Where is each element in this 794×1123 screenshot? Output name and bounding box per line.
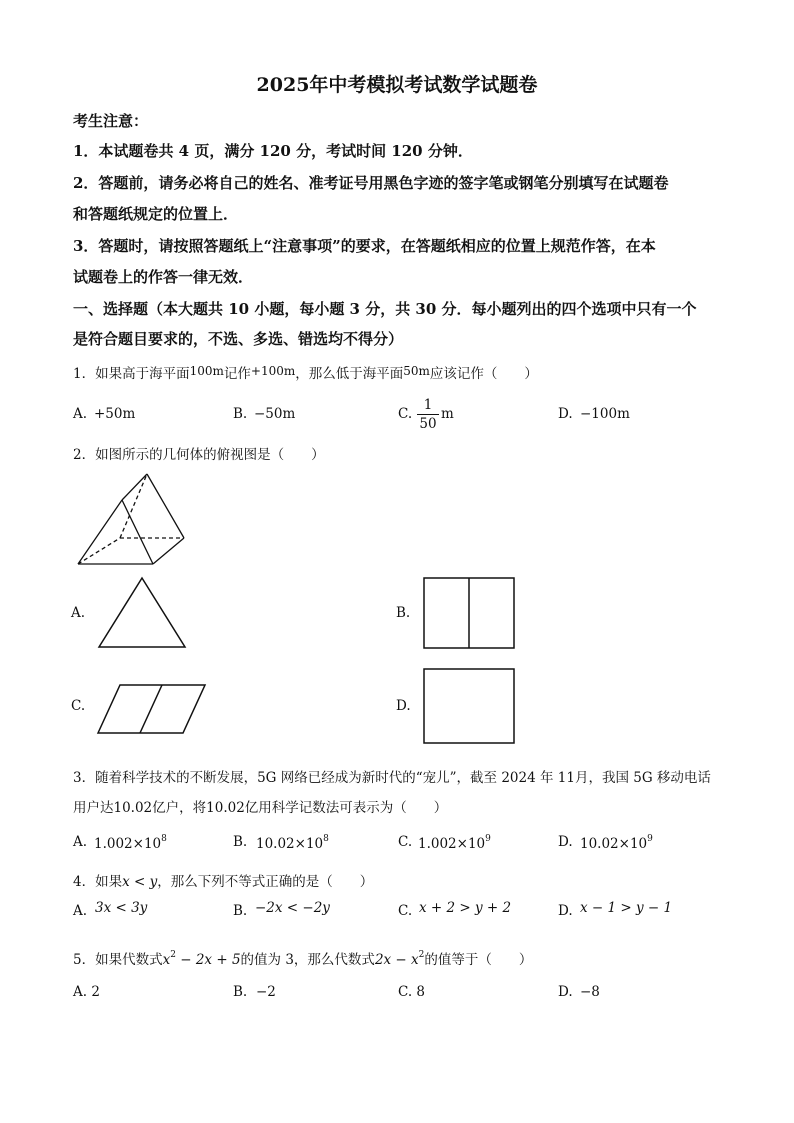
q3-option-a-base: 1.002×10 xyxy=(94,836,162,852)
q3-option-a-label: A. xyxy=(73,834,88,850)
page-title: 2025年中考模拟考试数学试题卷 xyxy=(256,74,538,96)
q2-option-d-label: D. xyxy=(396,698,411,714)
notice-item-1: 1．本试题卷共 4 页，满分 120 分，考试时间 120 分钟． xyxy=(73,142,473,160)
q1-option-c-label: C. xyxy=(398,406,413,422)
q3-option-c xyxy=(418,834,491,852)
q4-option-a: 3x < 3y xyxy=(95,900,148,916)
q2-stem: 2．如图所示的几何体的俯视图是（ ） xyxy=(73,447,325,463)
q5-expression-1-exponent: 2 xyxy=(170,950,176,960)
q5-stem-text-3: 的值等于（ ） xyxy=(424,952,533,968)
q3-option-d-base: 10.02×10 xyxy=(580,836,648,852)
q1-option-d: −100m xyxy=(580,406,630,422)
q5-option-a: A. 2 xyxy=(73,984,100,1000)
q3-option-a-exponent: 8 xyxy=(161,834,167,844)
q3-option-a xyxy=(94,834,167,852)
q1-stem-math-1: 100m xyxy=(189,364,224,378)
q4-option-b: −2x < −2y xyxy=(255,900,330,916)
q3-option-b-label: B. xyxy=(233,834,248,850)
q3-stem-line-2: 用户达10.02亿户，将10.02亿用科学记数法可表示为（ ） xyxy=(73,800,448,816)
q4-option-b-label: B. xyxy=(233,903,248,919)
fraction-bar xyxy=(417,414,439,415)
q5-stem xyxy=(73,948,532,968)
q5-expression-2-base: 2x − x xyxy=(374,952,419,968)
q5-option-c: C. 8 xyxy=(398,984,426,1000)
q3-option-b-exponent: 8 xyxy=(323,834,329,844)
q3-option-d xyxy=(580,834,653,852)
q3-option-c-label: C. xyxy=(398,834,413,850)
q1-option-a-label: A. xyxy=(73,406,88,422)
q1-option-c-numerator: 1 xyxy=(423,397,433,413)
q1-stem-text-2: 记作 xyxy=(223,366,251,382)
rectangle-figure xyxy=(422,667,516,745)
q1-option-c-denominator: 50 xyxy=(419,416,437,432)
triangle-figure xyxy=(96,575,188,650)
q4-stem-text-2: ，那么下列不等式正确的是（ ） xyxy=(157,874,374,890)
divided-rectangle-figure xyxy=(422,576,516,650)
parallelograms-figure xyxy=(96,683,208,735)
q5-expression-1-base: x xyxy=(162,952,171,968)
notice-heading: 考生注意： xyxy=(73,112,149,130)
prism-figure xyxy=(76,472,188,568)
q4-option-d: x − 1 > y − 1 xyxy=(580,900,673,916)
q4-option-c-label: C. xyxy=(398,903,413,919)
notice-item-2a: 2．答题前，请务必将自己的姓名、准考证号用黑色字迹的签字笔或钢笔分别填写在试题卷 xyxy=(73,174,669,192)
notice-item-3b: 试题卷上的作答一律无效． xyxy=(73,268,254,286)
q4-stem-text-1: 4．如果 xyxy=(73,874,123,890)
q1-option-a: +50m xyxy=(94,406,136,422)
q1-stem xyxy=(73,362,538,382)
q3-option-b-base: 10.02×10 xyxy=(256,836,324,852)
q5-option-d: −8 xyxy=(580,984,600,1000)
q5-expression-2 xyxy=(375,952,424,968)
q3-option-d-label: D. xyxy=(558,834,573,850)
q2-option-c-label: C. xyxy=(71,698,86,714)
q1-option-c-unit: m xyxy=(441,406,454,422)
q5-option-d-label: D. xyxy=(558,984,573,1000)
q4-condition: x < y xyxy=(122,874,158,890)
q3-stem-line-1: 3．随着科学技术的不断发展，5G 网络已经成为新时代的“宠儿”，截至 2024 年 11月，我国 5G 移动电话 xyxy=(73,770,711,786)
q5-expression-1 xyxy=(163,952,241,968)
q1-stem-math-3: 50m xyxy=(403,364,430,378)
q3-option-c-exponent: 9 xyxy=(485,834,491,844)
q5-expression-1-rest: − 2x + 5 xyxy=(175,952,241,968)
q1-stem-text-4: 应该记作（ ） xyxy=(429,366,538,382)
q5-option-b-label: B. xyxy=(233,984,248,1000)
q3-option-c-base: 1.002×10 xyxy=(418,836,486,852)
q4-option-c: x + 2 > y + 2 xyxy=(419,900,512,916)
q5-stem-text-1: 5．如果代数式 xyxy=(73,952,163,968)
q4-option-d-label: D. xyxy=(558,903,573,919)
q1-option-c-fraction xyxy=(417,397,439,432)
section-heading-line-2: 是符合题目要求的，不选、多选、错选均不得分） xyxy=(73,330,404,348)
q3-option-d-exponent: 9 xyxy=(647,834,653,844)
section-heading-line-1: 一、选择题（本大题共 10 小题，每小题 3 分，共 30 分．每小题列出的四个选项中只有一个 xyxy=(73,300,697,318)
q5-expression-2-exponent: 2 xyxy=(418,950,425,960)
q1-option-b-label: B. xyxy=(233,406,248,422)
q1-stem-math-2: +100m xyxy=(250,364,296,378)
q1-option-b: −50m xyxy=(254,406,296,422)
q5-stem-text-2: 的值为 3，那么代数式 xyxy=(240,952,375,968)
q1-option-d-label: D. xyxy=(558,406,573,422)
q1-stem-text-1: 1．如果高于海平面 xyxy=(73,366,190,382)
q3-option-b xyxy=(256,834,329,852)
q5-option-b: −2 xyxy=(256,984,276,1000)
q2-option-a-label: A. xyxy=(71,605,86,621)
notice-item-3a: 3．答题时，请按照答题纸上“注意事项”的要求，在答题纸相应的位置上规范作答，在本 xyxy=(73,237,656,255)
notice-item-2b: 和答题纸规定的位置上． xyxy=(73,205,239,223)
q1-stem-text-3: ，那么低于海平面 xyxy=(295,366,404,382)
q4-option-a-label: A. xyxy=(73,903,88,919)
q2-option-b-label: B. xyxy=(396,605,411,621)
q4-stem xyxy=(73,870,373,890)
